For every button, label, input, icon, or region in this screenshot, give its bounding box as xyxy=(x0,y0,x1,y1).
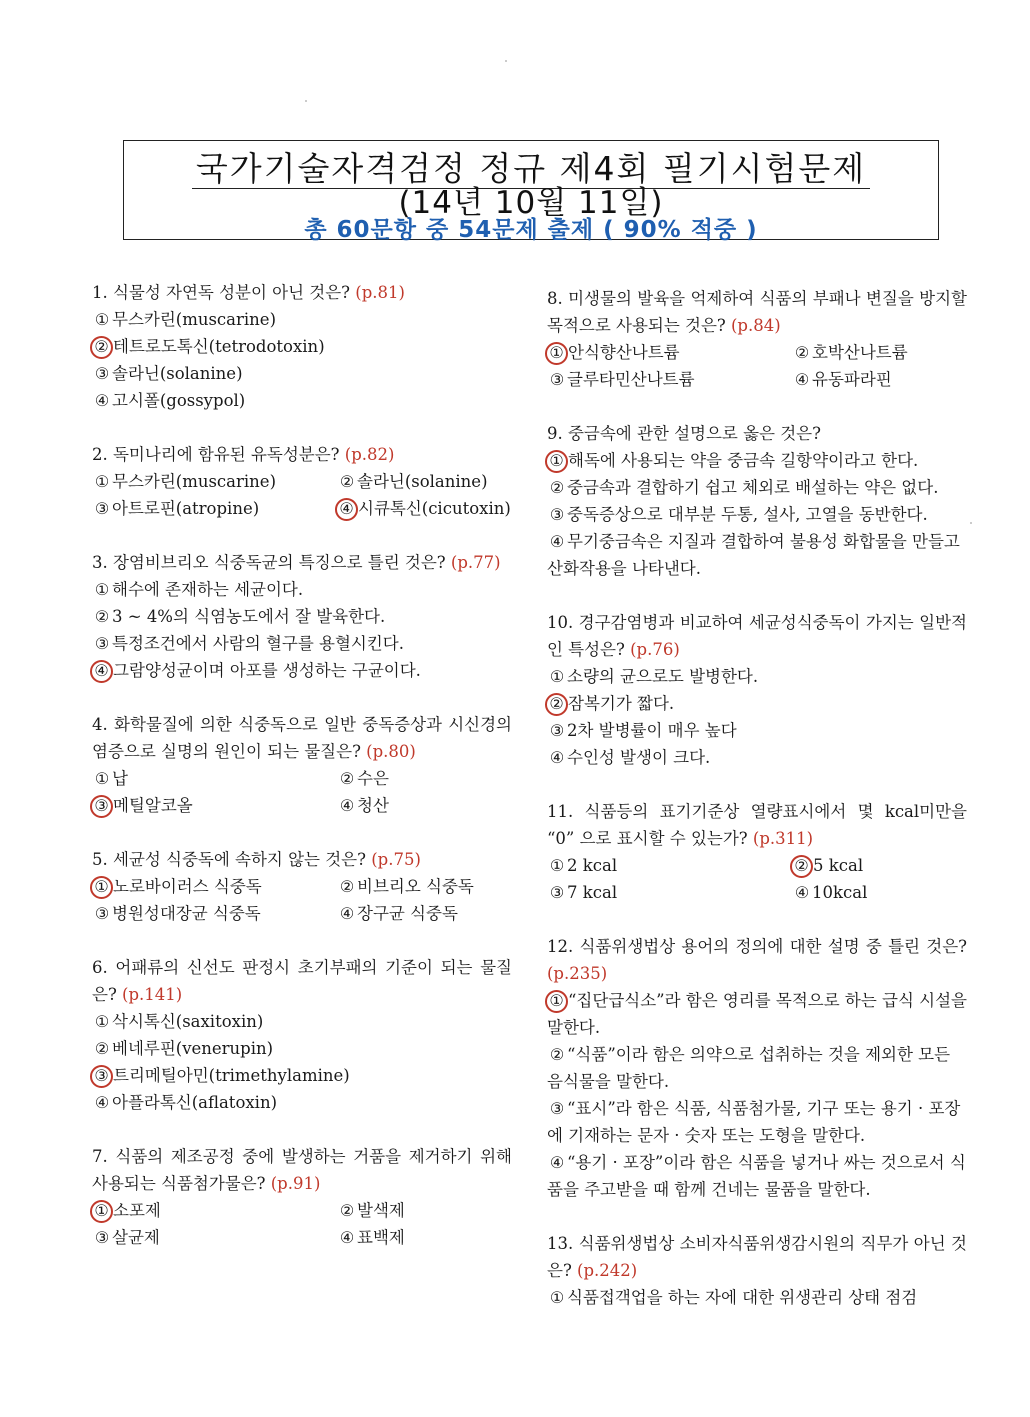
option-number: ③ xyxy=(549,505,565,524)
option-number: ① xyxy=(94,1012,110,1031)
option-number: ② xyxy=(94,1039,110,1058)
circled-answer-mark: ② xyxy=(545,693,568,716)
option-text: 발색제 xyxy=(357,1201,405,1220)
answer-option xyxy=(792,852,863,879)
question-text: 11. 식품등의 표기기준상 열량표시에서 몇 kcal미만을 “0” 으로 표시할 수 있는가? xyxy=(547,802,967,848)
circled-answer-mark: ① xyxy=(545,990,568,1013)
question-stem xyxy=(92,279,512,306)
exam-title: 국가기술자격검정 정규 제4회 필기시험문제 xyxy=(192,149,870,189)
circled-answer-mark: ① xyxy=(545,342,568,365)
page-reference: (p.141) xyxy=(122,985,183,1004)
option-text: 장구균 식중독 xyxy=(357,904,458,923)
option-text: 솔라닌(solanine) xyxy=(112,364,243,383)
page-reference: (p.311) xyxy=(752,829,814,848)
answer-option xyxy=(547,501,967,528)
answer-option xyxy=(92,792,337,819)
circled-answer-mark: ① xyxy=(545,450,568,473)
circled-answer-mark: ② xyxy=(90,336,113,359)
question-stem xyxy=(92,711,512,765)
question-block xyxy=(92,441,512,522)
answer-option xyxy=(92,1008,512,1035)
page-reference: (p.76) xyxy=(630,640,680,659)
option-number: ③ xyxy=(94,499,110,518)
option-number: ④ xyxy=(549,748,565,767)
answer-option xyxy=(792,366,892,393)
circled-answer-mark: ② xyxy=(790,855,813,878)
option-text: 중금속과 결합하기 쉽고 체외로 배설하는 약은 없다. xyxy=(567,478,939,497)
option-text: “집단급식소”라 함은 영리를 목적으로 하는 급식 시설을 말한다. xyxy=(547,991,967,1037)
answer-option xyxy=(92,1197,337,1224)
option-text: 2차 발병률이 매우 높다 xyxy=(567,721,737,740)
answer-option xyxy=(547,1149,967,1203)
option-number: ① xyxy=(94,310,110,329)
option-text: 소포제 xyxy=(113,1201,161,1220)
answer-option xyxy=(337,495,511,522)
exam-date: (14년 10월 11일) xyxy=(398,185,664,221)
answer-option xyxy=(92,765,337,792)
question-stem xyxy=(547,933,967,987)
option-number: ④ xyxy=(794,370,810,389)
question-block xyxy=(92,1143,512,1251)
question-stem xyxy=(547,609,967,663)
question-stem xyxy=(92,1143,512,1197)
option-text: 병원성대장균 식중독 xyxy=(112,904,261,923)
question-stem xyxy=(92,549,512,576)
option-number: ① xyxy=(549,856,565,875)
option-number: ④ xyxy=(794,883,810,902)
question-text: 8. 미생물의 발육을 억제하여 식품의 부패나 변질을 방지할 목적으로 사용되는 것은? xyxy=(547,289,967,335)
option-number: ① xyxy=(549,1288,565,1307)
option-number: ④ xyxy=(339,1228,355,1247)
option-number: ② xyxy=(339,877,355,896)
option-row xyxy=(92,1224,512,1251)
option-number: ③ xyxy=(94,1228,110,1247)
answer-option xyxy=(547,366,792,393)
page-reference: (p.80) xyxy=(366,742,416,761)
option-text: 2 kcal xyxy=(567,856,618,875)
option-text: “표시”라 함은 식품, 식품첨가물, 기구 또는 용기 · 포장에 기재하는 문자 · 숫자 또는 도형을 말한다. xyxy=(547,1099,961,1145)
answer-option xyxy=(92,900,337,927)
option-text: 무기중금속은 지질과 결합하여 불용성 화합물을 만들고 산화작용을 나타낸다. xyxy=(547,532,960,578)
option-number: ① xyxy=(549,667,565,686)
scan-speck xyxy=(305,100,307,102)
option-row xyxy=(92,873,512,900)
answer-option xyxy=(92,387,512,414)
option-text: 삭시톡신(saxitoxin) xyxy=(112,1012,264,1031)
answer-option xyxy=(337,765,389,792)
answer-option xyxy=(92,333,512,360)
answer-option xyxy=(792,879,867,906)
answer-option xyxy=(92,1035,512,1062)
page-reference: (p.235) xyxy=(547,964,608,983)
answer-option xyxy=(92,576,512,603)
option-text: 안식향산나트륨 xyxy=(568,343,680,362)
option-number: ③ xyxy=(549,370,565,389)
answer-option xyxy=(547,690,967,717)
answer-option xyxy=(92,1224,337,1251)
option-text: 솔라닌(solanine) xyxy=(357,472,488,491)
option-text: 글루타민산나트륨 xyxy=(567,370,695,389)
option-number: ① xyxy=(94,769,110,788)
circled-answer-mark: ④ xyxy=(90,660,113,683)
option-text: 테트로도톡신(tetrodotoxin) xyxy=(113,337,325,356)
option-number: ③ xyxy=(94,364,110,383)
page-reference: (p.77) xyxy=(450,553,501,572)
option-text: 호박산나트륨 xyxy=(812,343,908,362)
exam-header xyxy=(123,140,939,243)
option-text: 표백제 xyxy=(357,1228,405,1247)
option-number: ① xyxy=(94,580,110,599)
question-block xyxy=(547,609,967,771)
question-text: 7. 식품의 제조공정 중에 발생하는 거품을 제거하기 위해 사용되는 식품첨가물은? xyxy=(92,1147,512,1193)
option-text: 소량의 균으로도 발병한다. xyxy=(567,667,759,686)
option-number: ② xyxy=(94,607,110,626)
answer-option xyxy=(92,495,337,522)
answer-option xyxy=(547,528,967,582)
option-text: 10kcal xyxy=(812,883,868,902)
answer-option xyxy=(337,900,458,927)
option-text: 중독증상으로 대부분 두통, 설사, 고열을 동반한다. xyxy=(567,505,928,524)
option-text: 7 kcal xyxy=(567,883,618,902)
answer-option xyxy=(337,873,474,900)
circled-answer-mark: ③ xyxy=(90,795,113,818)
option-text: 해수에 존재하는 세균이다. xyxy=(112,580,304,599)
answer-option xyxy=(547,717,967,744)
option-text: 노로바이러스 식중독 xyxy=(113,877,262,896)
option-row xyxy=(547,879,967,906)
option-text: 베네루핀(venerupin) xyxy=(112,1039,274,1058)
circled-answer-mark: ① xyxy=(90,876,113,899)
right-column xyxy=(547,285,967,1338)
page-reference: (p.91) xyxy=(270,1174,321,1193)
option-row xyxy=(92,1197,512,1224)
option-number: ③ xyxy=(549,883,565,902)
question-stem xyxy=(547,420,967,447)
answer-option xyxy=(792,339,908,366)
option-text: 해독에 사용되는 약을 중금속 길항약이라고 한다. xyxy=(568,451,919,470)
exam-subtitle: 총 60문항 중 54문제 출제 ( 90% 적중 ) xyxy=(304,217,758,243)
option-number: ④ xyxy=(94,1093,110,1112)
answer-option xyxy=(337,1197,405,1224)
answer-option xyxy=(337,468,488,495)
question-block xyxy=(92,549,512,684)
option-text: 고시폴(gossypol) xyxy=(112,391,246,410)
page-reference: (p.84) xyxy=(730,316,781,335)
option-number: ④ xyxy=(339,796,355,815)
option-number: ③ xyxy=(549,721,565,740)
circled-answer-mark: ④ xyxy=(335,498,358,521)
question-stem xyxy=(92,441,512,468)
option-text: 시큐톡신(cicutoxin) xyxy=(358,499,511,518)
question-text: 2. 독미나리에 함유된 유독성분은? xyxy=(92,445,340,464)
answer-option xyxy=(547,744,967,771)
question-block xyxy=(547,933,967,1203)
option-number: ④ xyxy=(339,904,355,923)
answer-option xyxy=(92,657,512,684)
page-reference: (p.242) xyxy=(577,1261,638,1280)
option-text: 아플라톡신(aflatoxin) xyxy=(112,1093,278,1112)
answer-option xyxy=(92,630,512,657)
option-number: ④ xyxy=(94,391,110,410)
answer-option xyxy=(92,873,337,900)
option-text: 살균제 xyxy=(112,1228,160,1247)
page-reference: (p.82) xyxy=(344,445,395,464)
question-block xyxy=(92,954,512,1116)
option-number: ② xyxy=(794,343,810,362)
question-stem xyxy=(547,1230,967,1284)
answer-option xyxy=(547,879,792,906)
option-text: 무스카린(muscarine) xyxy=(112,310,277,329)
option-number: ② xyxy=(339,472,355,491)
option-text: 특정조건에서 사람의 혈구를 용혈시킨다. xyxy=(112,634,404,653)
option-text: 5 kcal xyxy=(813,856,864,875)
answer-option xyxy=(547,1284,967,1311)
page-reference: (p.81) xyxy=(355,283,405,302)
option-row xyxy=(547,366,967,393)
circled-answer-mark: ① xyxy=(90,1200,113,1223)
question-block xyxy=(547,1230,967,1311)
option-number: ② xyxy=(549,1045,565,1064)
option-text: 그람양성균이며 아포를 생성하는 구균이다. xyxy=(113,661,421,680)
question-block xyxy=(547,285,967,393)
option-text: “용기 · 포장”이라 함은 식품을 넣거나 싸는 것으로서 식품을 주고받을 때 함께 건네는 물품을 말한다. xyxy=(547,1153,966,1199)
question-text: 6. 어패류의 신선도 판정시 초기부패의 기준이 되는 물질은? xyxy=(92,958,512,1004)
question-block xyxy=(92,846,512,927)
answer-option xyxy=(92,468,337,495)
option-number: ② xyxy=(549,478,565,497)
answer-option xyxy=(92,1089,512,1116)
option-number: ③ xyxy=(94,904,110,923)
question-block xyxy=(92,711,512,819)
answer-option xyxy=(547,663,967,690)
option-text: 무스카린(muscarine) xyxy=(112,472,277,491)
option-text: 식품접객업을 하는 자에 대한 위생관리 상태 점검 xyxy=(567,1288,918,1307)
question-text: 13. 식품위생법상 소비자식품위생감시원의 직무가 아닌 것은? xyxy=(547,1234,967,1280)
answer-option xyxy=(547,1041,967,1095)
question-stem xyxy=(547,798,967,852)
option-text: 3 ~ 4%의 식염농도에서 잘 발육한다. xyxy=(112,607,386,626)
answer-option xyxy=(92,360,512,387)
answer-option xyxy=(337,1224,405,1251)
answer-option xyxy=(547,1095,967,1149)
question-block xyxy=(547,798,967,906)
option-number: ④ xyxy=(549,1153,565,1172)
option-text: 메틸알코올 xyxy=(113,796,193,815)
page-reference: (p.75) xyxy=(371,850,421,869)
question-text: 3. 장염비브리오 식중독균의 특징으로 틀린 것은? xyxy=(92,553,446,572)
answer-option xyxy=(547,339,792,366)
option-text: 납 xyxy=(112,769,128,788)
option-row xyxy=(92,468,512,495)
question-text: 12. 식품위생법상 용어의 정의에 대한 설명 중 틀린 것은? xyxy=(547,937,967,956)
option-number: ④ xyxy=(549,532,565,551)
option-text: 트리메틸아민(trimethylamine) xyxy=(113,1066,350,1085)
answer-option xyxy=(547,447,967,474)
question-stem xyxy=(92,846,512,873)
option-number: ① xyxy=(94,472,110,491)
option-text: 유동파라핀 xyxy=(812,370,892,389)
option-text: 수은 xyxy=(357,769,389,788)
option-text: 잠복기가 짧다. xyxy=(568,694,675,713)
option-text: “식품”이라 함은 의약으로 섭취하는 것을 제외한 모든 음식물을 말한다. xyxy=(547,1045,951,1091)
left-column xyxy=(92,279,512,1278)
scan-speck xyxy=(505,60,507,62)
answer-option xyxy=(547,987,967,1041)
option-number: ② xyxy=(339,769,355,788)
question-text: 4. 화학물질에 의한 식중독으로 일반 중독증상과 시신경의 염증으로 실명의 원인이 되는 물질은? xyxy=(92,715,512,761)
question-stem xyxy=(547,285,967,339)
option-number: ② xyxy=(339,1201,355,1220)
option-text: 아트로핀(atropine) xyxy=(112,499,260,518)
option-number: ③ xyxy=(549,1099,565,1118)
option-number: ③ xyxy=(94,634,110,653)
option-row xyxy=(92,792,512,819)
answer-option xyxy=(92,603,512,630)
question-block xyxy=(547,420,967,582)
option-text: 비브리오 식중독 xyxy=(357,877,474,896)
question-text: 5. 세균성 식중독에 속하지 않는 것은? xyxy=(92,850,366,869)
answer-option xyxy=(547,852,792,879)
option-row xyxy=(92,765,512,792)
option-row xyxy=(92,495,512,522)
option-text: 수인성 발생이 크다. xyxy=(567,748,711,767)
answer-option xyxy=(92,306,512,333)
option-row xyxy=(547,852,967,879)
question-text: 1. 식물성 자연독 성분이 아닌 것은? xyxy=(92,283,351,302)
question-text: 9. 중금속에 관한 설명으로 옳은 것은? xyxy=(547,424,821,443)
option-row xyxy=(92,900,512,927)
option-text: 청산 xyxy=(357,796,389,815)
scan-speck xyxy=(970,522,972,524)
circled-answer-mark: ③ xyxy=(90,1065,113,1088)
question-stem xyxy=(92,954,512,1008)
answer-option xyxy=(337,792,389,819)
answer-option xyxy=(547,474,967,501)
option-row xyxy=(547,339,967,366)
answer-option xyxy=(92,1062,512,1089)
question-text: 10. 경구감염병과 비교하여 세균성식중독이 가지는 일반적인 특성은? xyxy=(547,613,967,659)
question-block xyxy=(92,279,512,414)
